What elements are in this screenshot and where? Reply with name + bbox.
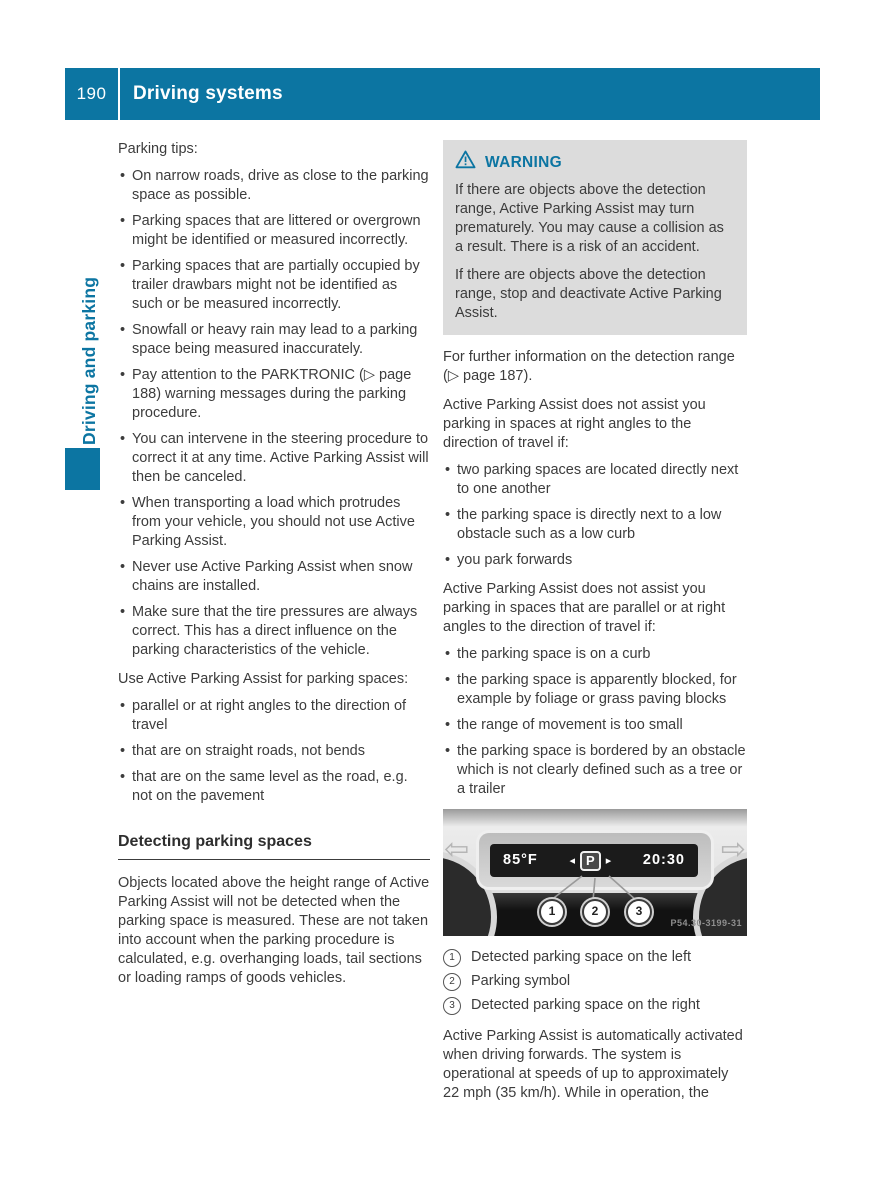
list-item: • On narrow roads, drive as close to the parking space as possible.	[118, 167, 430, 205]
use-assist-list	[118, 697, 430, 806]
callout-3: 3	[626, 899, 652, 925]
no-assist-list-1	[443, 461, 747, 570]
parking-tips-intro: Parking tips:	[118, 141, 198, 157]
warning-paragraph: If there are objects above the detection range, stop and deactivate Active Parking Assist.	[455, 267, 722, 321]
legend-text: Detected parking space on the left	[471, 949, 692, 965]
closing-paragraph: Active Parking Assist is automatically activated when driving forwards. The system is operational at speeds of up to approximately 22 mph (35 km/h). While in operation, the	[443, 1028, 743, 1101]
section-paragraph: Objects located above the height range of Active Parking Assist will not be detected when the parking space is measured. These are not taken into account when the parking procedure is calculated, e.g. overhanging loads, tail sections or loading ramps of goods vehicles.	[118, 875, 430, 986]
list-item: • you park forwards	[443, 551, 747, 570]
warning-title: WARNING	[485, 153, 563, 171]
list-item: • Snowfall or heavy rain may lead to a parking space being measured inaccurately.	[118, 321, 430, 359]
list-item: • Pay attention to the PARKTRONIC (▷ page 188) warning messages during the parking procedure.	[118, 366, 430, 423]
chapter-sidebar-label: Driving and parking	[79, 276, 99, 445]
list-item: • When transporting a load which protrudes from your vehicle, you should not use Active Parking Assist.	[118, 494, 430, 551]
callout-2: 2	[582, 899, 608, 925]
left-space-triangle-icon: ◂	[569, 854, 576, 867]
parking-symbol: P	[580, 851, 601, 871]
callout-1: 1	[539, 899, 565, 925]
no-assist-intro-right-angles: Active Parking Assist does not assist you parking in spaces at right angles to the direction of travel if:	[443, 397, 706, 451]
list-item: • You can intervene in the steering procedure to correct it at any time. Active Parking Assist will then be canceled.	[118, 430, 430, 487]
left-column	[118, 140, 430, 998]
left-arrow-icon: ⇦	[444, 832, 470, 867]
no-assist-intro-parallel: Active Parking Assist does not assist you parking in spaces that are parallel or at right angles to the direction of travel if:	[443, 581, 726, 635]
list-item: • the parking space is apparently blocked, for example by foliage or grass paving blocks	[443, 671, 747, 709]
page-title: Driving systems	[133, 83, 283, 104]
legend-text: Detected parking space on the right	[471, 997, 700, 1013]
right-column	[443, 140, 747, 1113]
legend-item	[443, 948, 747, 967]
warning-box	[443, 140, 747, 335]
list-item: • Parking spaces that are littered or overgrown might be identified or measured incorrectly.	[118, 212, 430, 250]
use-assist-intro: Use Active Parking Assist for parking spaces:	[118, 671, 409, 687]
list-item: • Parking spaces that are partially occupied by trailer drawbars might not be identified as such or be measured incorrectly.	[118, 257, 430, 314]
list-item: • two parking spaces are located directly next to one another	[443, 461, 747, 499]
legend-item	[443, 996, 747, 1015]
warning-paragraph: If there are objects above the detection range, Active Parking Assist may turn prematurely. You may cause a collision as a result. There is a risk of an accident.	[455, 182, 724, 255]
page-header	[65, 68, 820, 120]
page-number: 190	[76, 84, 107, 103]
right-arrow-icon: ⇨	[720, 832, 746, 867]
list-item: • Never use Active Parking Assist when snow chains are installed.	[118, 558, 430, 596]
parking-tips-list	[118, 167, 430, 660]
list-item: • that are on straight roads, not bends	[118, 742, 430, 761]
list-item: • that are on the same level as the road, e.g. not on the pavement	[118, 768, 430, 806]
list-item: • the parking space is on a curb	[443, 645, 747, 664]
legend-item	[443, 972, 747, 991]
warning-icon	[455, 150, 476, 174]
list-item: • Make sure that the tire pressures are always correct. This has a direct influence on the parking characteristics of the vehicle.	[118, 603, 430, 660]
list-item: • parallel or at right angles to the direction of travel	[118, 697, 430, 735]
clock-readout: 20:30	[642, 852, 685, 868]
right-space-triangle-icon: ▸	[605, 854, 612, 867]
legend-number: 2	[443, 973, 461, 991]
legend-number: 3	[443, 997, 461, 1015]
temperature-readout: 85°F	[503, 852, 538, 868]
figure-legend	[443, 948, 747, 1015]
list-item: • the parking space is bordered by an obstacle which is not clearly defined such as a tree or a trailer	[443, 742, 747, 799]
detection-range-reference: For further information on the detection range (▷ page 187).	[443, 349, 735, 384]
figure-watermark: P54.30-3199-31	[670, 918, 742, 928]
cluster-display-figure	[443, 809, 747, 936]
warning-title-row	[455, 150, 735, 174]
section-heading: Detecting parking spaces	[118, 832, 430, 860]
legend-number: 1	[443, 949, 461, 967]
list-item: • the range of movement is too small	[443, 716, 747, 735]
no-assist-list-2	[443, 645, 747, 799]
legend-text: Parking symbol	[471, 973, 571, 989]
list-item: • the parking space is directly next to a low obstacle such as a low curb	[443, 506, 747, 544]
chapter-tab-marker	[65, 448, 100, 490]
